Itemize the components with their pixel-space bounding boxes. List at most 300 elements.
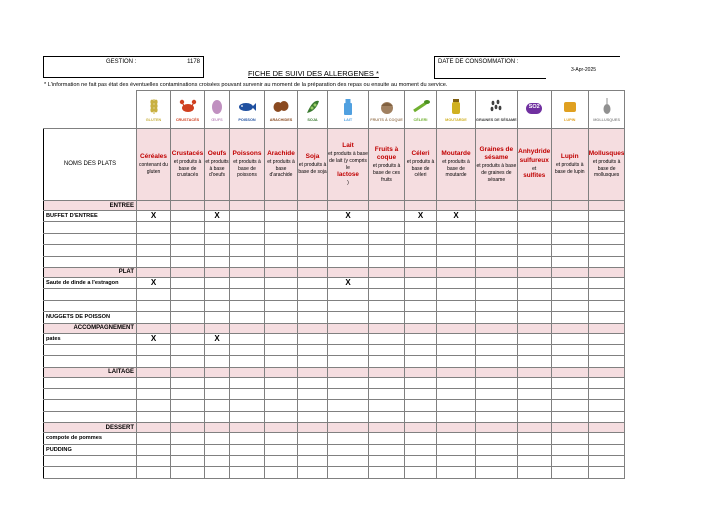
allergen-mark-cell[interactable] [551,312,588,323]
allergen-mark-cell[interactable] [437,389,476,400]
allergen-mark-cell[interactable] [405,222,437,233]
allergen-mark-cell[interactable] [551,256,588,267]
allergen-mark-cell[interactable] [551,245,588,256]
allergen-mark-cell[interactable] [171,256,205,267]
allergen-mark-cell[interactable] [405,411,437,422]
allergen-mark-cell[interactable] [588,411,625,422]
allergen-mark-cell[interactable] [369,377,405,388]
allergen-mark-cell[interactable] [476,245,518,256]
allergen-mark-cell[interactable] [551,400,588,411]
allergen-mark-cell[interactable] [405,233,437,244]
allergen-mark-cell[interactable] [588,300,625,311]
allergen-mark-cell[interactable] [171,344,205,355]
allergen-mark-cell[interactable] [476,222,518,233]
allergen-mark-cell[interactable] [171,312,205,323]
allergen-mark-cell[interactable] [205,467,230,478]
allergen-mark-cell[interactable] [171,233,205,244]
allergen-mark-cell[interactable] [588,433,625,444]
allergen-mark-cell[interactable] [265,467,298,478]
allergen-mark-cell[interactable] [405,333,437,344]
allergen-mark-cell[interactable] [205,312,230,323]
allergen-mark-cell[interactable] [137,467,171,478]
allergen-mark-cell[interactable] [517,433,551,444]
allergen-mark-cell[interactable] [369,433,405,444]
allergen-mark-cell[interactable] [476,333,518,344]
allergen-mark-cell[interactable] [265,245,298,256]
allergen-mark-cell[interactable] [298,312,328,323]
dish-name-cell[interactable]: PUDDING [44,444,137,455]
allergen-mark-cell[interactable] [137,344,171,355]
allergen-mark-cell[interactable] [369,344,405,355]
allergen-mark-cell[interactable] [230,356,265,367]
allergen-mark-cell[interactable] [517,333,551,344]
allergen-mark-cell[interactable] [298,377,328,388]
allergen-mark-cell[interactable] [551,211,588,222]
allergen-mark-cell[interactable] [551,444,588,455]
allergen-mark-cell[interactable] [230,444,265,455]
allergen-mark-cell[interactable] [137,400,171,411]
allergen-mark-cell[interactable] [137,233,171,244]
allergen-mark-cell[interactable] [551,356,588,367]
allergen-mark-cell[interactable] [137,377,171,388]
allergen-mark-cell[interactable] [437,256,476,267]
allergen-mark-cell[interactable] [588,211,625,222]
allergen-mark-cell[interactable] [369,333,405,344]
allergen-mark-cell[interactable] [230,300,265,311]
allergen-mark-cell[interactable] [298,222,328,233]
allergen-mark-cell[interactable] [476,456,518,467]
allergen-mark-cell[interactable] [205,356,230,367]
allergen-mark-cell[interactable] [328,411,369,422]
allergen-mark-cell[interactable] [171,289,205,300]
allergen-mark-cell[interactable] [437,377,476,388]
allergen-mark-cell[interactable] [517,400,551,411]
allergen-mark-cell[interactable] [437,344,476,355]
allergen-mark-cell[interactable] [405,211,437,222]
allergen-mark-cell[interactable] [588,256,625,267]
allergen-mark-cell[interactable] [476,289,518,300]
allergen-mark-cell[interactable] [137,289,171,300]
allergen-mark-cell[interactable] [328,433,369,444]
allergen-mark-cell[interactable] [369,245,405,256]
allergen-mark-cell[interactable] [369,222,405,233]
allergen-mark-cell[interactable] [476,444,518,455]
allergen-mark-cell[interactable] [230,222,265,233]
allergen-mark-cell[interactable] [588,245,625,256]
allergen-mark-cell[interactable] [405,456,437,467]
allergen-mark-cell[interactable] [517,467,551,478]
allergen-mark-cell[interactable] [369,467,405,478]
allergen-mark-cell[interactable] [517,277,551,288]
allergen-mark-cell[interactable] [298,245,328,256]
allergen-mark-cell[interactable] [328,233,369,244]
allergen-mark-cell[interactable] [476,277,518,288]
allergen-mark-cell[interactable] [517,356,551,367]
allergen-mark-cell[interactable] [551,277,588,288]
allergen-mark-cell[interactable] [369,256,405,267]
allergen-mark-cell[interactable] [551,333,588,344]
allergen-mark-cell[interactable] [405,467,437,478]
allergen-mark-cell[interactable] [476,233,518,244]
allergen-mark-cell[interactable] [437,222,476,233]
allergen-mark-cell[interactable] [517,300,551,311]
allergen-mark-cell[interactable] [205,289,230,300]
allergen-mark-cell[interactable] [137,211,171,222]
allergen-mark-cell[interactable] [171,277,205,288]
allergen-mark-cell[interactable] [298,233,328,244]
allergen-mark-cell[interactable] [298,444,328,455]
allergen-mark-cell[interactable] [265,289,298,300]
allergen-mark-cell[interactable] [437,444,476,455]
allergen-mark-cell[interactable] [171,211,205,222]
allergen-mark-cell[interactable] [405,444,437,455]
allergen-mark-cell[interactable] [205,400,230,411]
allergen-mark-cell[interactable] [476,344,518,355]
allergen-mark-cell[interactable] [298,433,328,444]
allergen-mark-cell[interactable] [328,211,369,222]
allergen-mark-cell[interactable] [437,456,476,467]
allergen-mark-cell[interactable] [437,245,476,256]
allergen-mark-cell[interactable] [205,389,230,400]
allergen-mark-cell[interactable] [328,400,369,411]
allergen-mark-cell[interactable] [205,433,230,444]
allergen-mark-cell[interactable] [265,356,298,367]
dish-name-cell[interactable] [44,289,137,300]
allergen-mark-cell[interactable] [328,289,369,300]
allergen-mark-cell[interactable] [517,245,551,256]
allergen-mark-cell[interactable] [230,467,265,478]
allergen-mark-cell[interactable] [205,344,230,355]
dish-name-cell[interactable] [44,245,137,256]
dish-name-cell[interactable]: pates [44,333,137,344]
allergen-mark-cell[interactable] [137,411,171,422]
dish-name-cell[interactable] [44,377,137,388]
allergen-mark-cell[interactable] [265,233,298,244]
allergen-mark-cell[interactable] [230,344,265,355]
allergen-mark-cell[interactable] [205,444,230,455]
dish-name-cell[interactable]: BUFFET D'ENTREE [44,211,137,222]
allergen-mark-cell[interactable] [137,444,171,455]
allergen-mark-cell[interactable] [205,456,230,467]
allergen-mark-cell[interactable] [517,377,551,388]
allergen-mark-cell[interactable] [205,222,230,233]
allergen-mark-cell[interactable] [405,389,437,400]
allergen-mark-cell[interactable] [265,411,298,422]
allergen-mark-cell[interactable] [298,277,328,288]
dish-name-cell[interactable] [44,344,137,355]
allergen-mark-cell[interactable] [230,389,265,400]
allergen-mark-cell[interactable] [205,256,230,267]
allergen-mark-cell[interactable] [171,222,205,233]
allergen-mark-cell[interactable] [171,245,205,256]
allergen-mark-cell[interactable] [588,222,625,233]
allergen-mark-cell[interactable] [328,456,369,467]
allergen-mark-cell[interactable] [230,233,265,244]
allergen-mark-cell[interactable] [230,400,265,411]
allergen-mark-cell[interactable] [517,411,551,422]
allergen-mark-cell[interactable] [517,344,551,355]
allergen-mark-cell[interactable] [137,300,171,311]
allergen-mark-cell[interactable] [265,344,298,355]
allergen-mark-cell[interactable] [328,467,369,478]
allergen-mark-cell[interactable] [588,467,625,478]
allergen-mark-cell[interactable] [298,289,328,300]
dish-name-cell[interactable] [44,456,137,467]
allergen-mark-cell[interactable] [369,233,405,244]
allergen-mark-cell[interactable] [551,300,588,311]
allergen-mark-cell[interactable] [551,456,588,467]
allergen-mark-cell[interactable] [265,222,298,233]
allergen-mark-cell[interactable] [137,433,171,444]
allergen-mark-cell[interactable] [230,312,265,323]
allergen-mark-cell[interactable] [517,444,551,455]
allergen-mark-cell[interactable] [328,444,369,455]
allergen-mark-cell[interactable] [517,211,551,222]
allergen-mark-cell[interactable] [230,277,265,288]
allergen-mark-cell[interactable] [588,344,625,355]
allergen-mark-cell[interactable] [328,356,369,367]
allergen-mark-cell[interactable] [369,400,405,411]
allergen-mark-cell[interactable] [551,289,588,300]
dish-name-cell[interactable] [44,222,137,233]
allergen-mark-cell[interactable] [171,444,205,455]
allergen-mark-cell[interactable] [230,411,265,422]
allergen-mark-cell[interactable] [230,333,265,344]
allergen-mark-cell[interactable] [298,389,328,400]
allergen-mark-cell[interactable] [405,245,437,256]
allergen-mark-cell[interactable] [588,456,625,467]
allergen-mark-cell[interactable] [437,333,476,344]
allergen-mark-cell[interactable] [171,389,205,400]
allergen-mark-cell[interactable] [476,389,518,400]
allergen-mark-cell[interactable] [328,344,369,355]
allergen-mark-cell[interactable] [328,312,369,323]
allergen-mark-cell[interactable] [476,312,518,323]
allergen-mark-cell[interactable] [137,256,171,267]
allergen-mark-cell[interactable] [298,256,328,267]
allergen-mark-cell[interactable] [137,456,171,467]
allergen-mark-cell[interactable] [437,233,476,244]
allergen-mark-cell[interactable] [437,433,476,444]
allergen-mark-cell[interactable] [230,456,265,467]
allergen-mark-cell[interactable] [476,377,518,388]
allergen-mark-cell[interactable] [476,467,518,478]
allergen-mark-cell[interactable] [265,444,298,455]
allergen-mark-cell[interactable] [171,377,205,388]
allergen-mark-cell[interactable] [171,300,205,311]
allergen-mark-cell[interactable] [369,444,405,455]
allergen-mark-cell[interactable] [437,400,476,411]
allergen-mark-cell[interactable] [551,377,588,388]
allergen-mark-cell[interactable] [137,389,171,400]
allergen-mark-cell[interactable] [205,277,230,288]
allergen-mark-cell[interactable] [230,256,265,267]
allergen-mark-cell[interactable] [328,333,369,344]
allergen-mark-cell[interactable] [551,222,588,233]
allergen-mark-cell[interactable] [437,356,476,367]
allergen-mark-cell[interactable] [476,300,518,311]
allergen-mark-cell[interactable] [328,245,369,256]
allergen-mark-cell[interactable] [328,377,369,388]
dish-name-cell[interactable] [44,233,137,244]
allergen-mark-cell[interactable] [328,277,369,288]
allergen-mark-cell[interactable] [265,389,298,400]
allergen-mark-cell[interactable] [369,389,405,400]
allergen-mark-cell[interactable] [171,467,205,478]
allergen-mark-cell[interactable] [205,411,230,422]
allergen-mark-cell[interactable] [298,456,328,467]
allergen-mark-cell[interactable] [298,411,328,422]
allergen-mark-cell[interactable] [137,312,171,323]
allergen-mark-cell[interactable] [265,456,298,467]
allergen-mark-cell[interactable] [517,256,551,267]
allergen-mark-cell[interactable] [171,411,205,422]
allergen-mark-cell[interactable] [369,312,405,323]
allergen-mark-cell[interactable] [369,411,405,422]
allergen-mark-cell[interactable] [588,400,625,411]
allergen-mark-cell[interactable] [328,389,369,400]
allergen-mark-cell[interactable] [298,356,328,367]
allergen-mark-cell[interactable] [405,377,437,388]
allergen-mark-cell[interactable] [328,300,369,311]
allergen-mark-cell[interactable] [476,400,518,411]
allergen-mark-cell[interactable] [298,211,328,222]
allergen-mark-cell[interactable] [265,300,298,311]
allergen-mark-cell[interactable] [171,356,205,367]
allergen-mark-cell[interactable] [437,312,476,323]
allergen-mark-cell[interactable] [265,277,298,288]
allergen-mark-cell[interactable] [205,300,230,311]
allergen-mark-cell[interactable] [137,222,171,233]
allergen-mark-cell[interactable] [405,300,437,311]
allergen-mark-cell[interactable] [265,256,298,267]
dish-name-cell[interactable] [44,256,137,267]
allergen-mark-cell[interactable] [551,233,588,244]
allergen-mark-cell[interactable] [517,389,551,400]
allergen-mark-cell[interactable] [405,344,437,355]
allergen-mark-cell[interactable] [517,233,551,244]
allergen-mark-cell[interactable] [551,344,588,355]
allergen-mark-cell[interactable] [437,277,476,288]
allergen-mark-cell[interactable] [476,256,518,267]
allergen-mark-cell[interactable] [230,377,265,388]
allergen-mark-cell[interactable] [588,277,625,288]
allergen-mark-cell[interactable] [230,211,265,222]
gestion-value[interactable]: 1178 [187,59,200,65]
allergen-mark-cell[interactable] [205,233,230,244]
allergen-mark-cell[interactable] [551,467,588,478]
allergen-mark-cell[interactable] [369,211,405,222]
allergen-mark-cell[interactable] [298,333,328,344]
allergen-mark-cell[interactable] [476,211,518,222]
allergen-mark-cell[interactable] [205,333,230,344]
allergen-mark-cell[interactable] [476,411,518,422]
allergen-mark-cell[interactable] [588,444,625,455]
dish-name-cell[interactable]: NUGGETS DE POISSON [44,312,137,323]
allergen-mark-cell[interactable] [588,312,625,323]
allergen-mark-cell[interactable] [476,433,518,444]
allergen-mark-cell[interactable] [298,467,328,478]
allergen-mark-cell[interactable] [517,289,551,300]
allergen-mark-cell[interactable] [437,211,476,222]
allergen-mark-cell[interactable] [298,400,328,411]
allergen-mark-cell[interactable] [517,456,551,467]
allergen-mark-cell[interactable] [405,277,437,288]
allergen-mark-cell[interactable] [476,356,518,367]
allergen-mark-cell[interactable] [369,356,405,367]
allergen-mark-cell[interactable] [328,256,369,267]
allergen-mark-cell[interactable] [437,467,476,478]
dish-name-cell[interactable] [44,300,137,311]
date-value[interactable]: 3-Apr-2025 [570,67,596,73]
allergen-mark-cell[interactable] [298,300,328,311]
allergen-mark-cell[interactable] [588,233,625,244]
allergen-mark-cell[interactable] [265,312,298,323]
allergen-mark-cell[interactable] [369,300,405,311]
allergen-mark-cell[interactable] [405,289,437,300]
allergen-mark-cell[interactable] [369,277,405,288]
allergen-mark-cell[interactable] [265,211,298,222]
dish-name-cell[interactable] [44,411,137,422]
allergen-mark-cell[interactable] [171,456,205,467]
allergen-mark-cell[interactable] [588,289,625,300]
allergen-mark-cell[interactable] [437,411,476,422]
allergen-mark-cell[interactable] [588,389,625,400]
allergen-mark-cell[interactable] [551,411,588,422]
allergen-mark-cell[interactable] [265,333,298,344]
dish-name-cell[interactable] [44,400,137,411]
allergen-mark-cell[interactable] [517,312,551,323]
allergen-mark-cell[interactable] [405,400,437,411]
allergen-mark-cell[interactable] [551,389,588,400]
allergen-mark-cell[interactable] [171,333,205,344]
dish-name-cell[interactable] [44,356,137,367]
dish-name-cell[interactable]: compote de pommes [44,433,137,444]
allergen-mark-cell[interactable] [137,333,171,344]
allergen-mark-cell[interactable] [230,245,265,256]
allergen-mark-cell[interactable] [588,356,625,367]
allergen-mark-cell[interactable] [298,344,328,355]
allergen-mark-cell[interactable] [328,222,369,233]
allergen-mark-cell[interactable] [205,245,230,256]
dish-name-cell[interactable] [44,389,137,400]
allergen-mark-cell[interactable] [265,400,298,411]
dish-name-cell[interactable] [44,467,137,478]
allergen-mark-cell[interactable] [369,289,405,300]
allergen-mark-cell[interactable] [205,377,230,388]
allergen-mark-cell[interactable] [437,300,476,311]
allergen-mark-cell[interactable] [230,289,265,300]
dish-name-cell[interactable]: Saute de dinde a l'estragon [44,277,137,288]
allergen-mark-cell[interactable] [588,333,625,344]
allergen-mark-cell[interactable] [369,456,405,467]
allergen-mark-cell[interactable] [405,312,437,323]
allergen-mark-cell[interactable] [205,211,230,222]
allergen-mark-cell[interactable] [265,433,298,444]
allergen-mark-cell[interactable] [171,433,205,444]
allergen-mark-cell[interactable] [405,433,437,444]
allergen-mark-cell[interactable] [137,356,171,367]
allergen-mark-cell[interactable] [265,377,298,388]
allergen-mark-cell[interactable] [405,256,437,267]
allergen-mark-cell[interactable] [588,377,625,388]
allergen-mark-cell[interactable] [137,245,171,256]
allergen-mark-cell[interactable] [517,222,551,233]
allergen-mark-cell[interactable] [405,356,437,367]
allergen-mark-cell[interactable] [137,277,171,288]
allergen-mark-cell[interactable] [551,433,588,444]
allergen-mark-cell[interactable] [437,289,476,300]
